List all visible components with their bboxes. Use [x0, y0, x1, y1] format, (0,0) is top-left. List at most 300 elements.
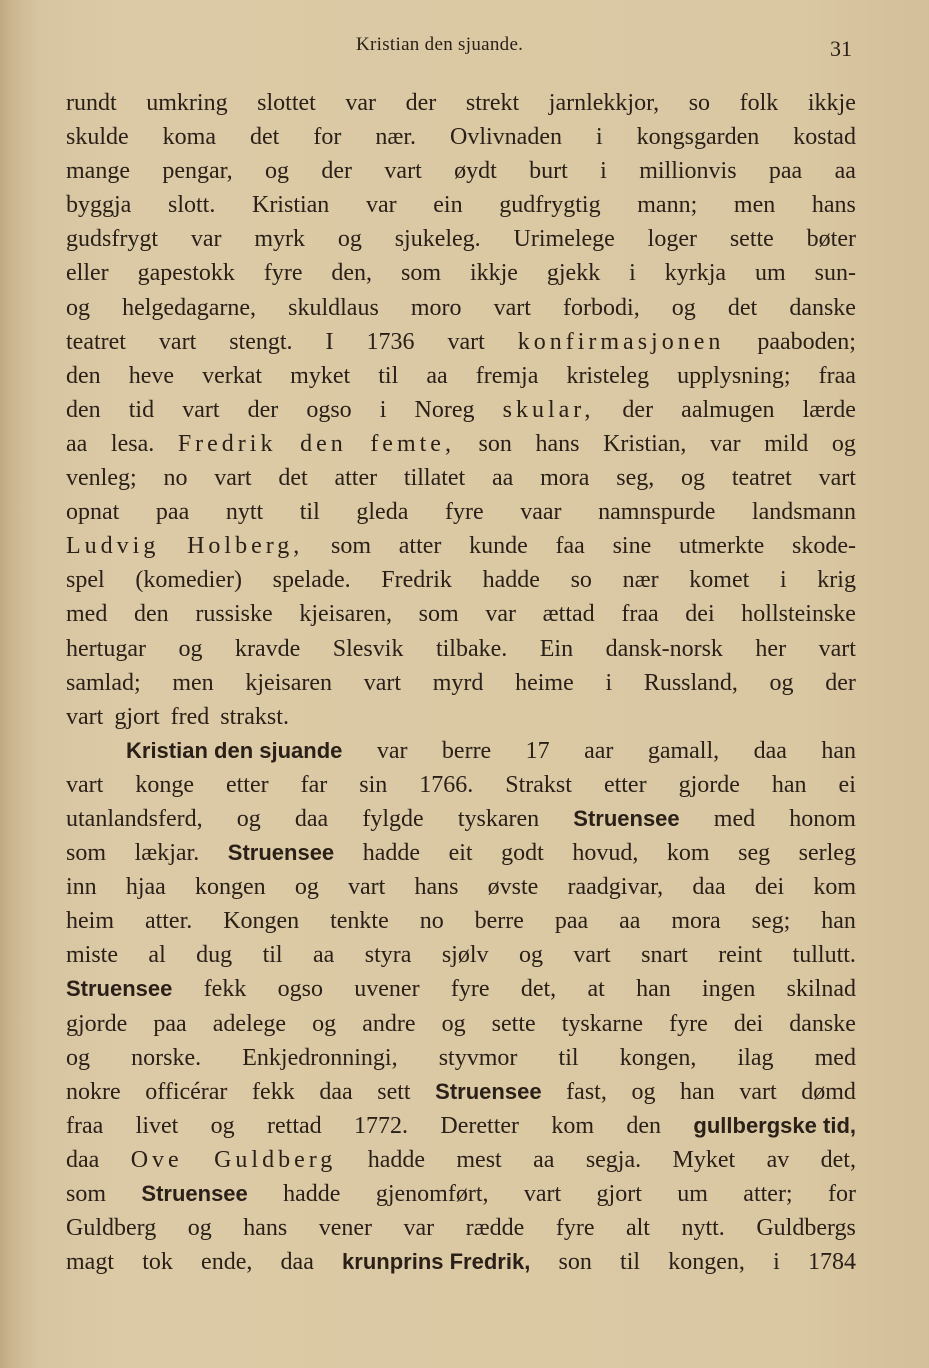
word: vart — [384, 158, 422, 185]
word: slott. — [167, 192, 216, 219]
word: fraa — [621, 601, 659, 628]
word: konfirmasjonen — [517, 328, 725, 355]
word: aa — [492, 465, 514, 492]
word: for — [313, 124, 342, 151]
word: kom — [551, 1112, 595, 1139]
text-line — [66, 158, 856, 192]
text-line — [66, 942, 856, 976]
text-line — [66, 908, 856, 942]
word: til — [378, 362, 399, 389]
word: rettad — [267, 1112, 322, 1139]
word: gjenomført, — [375, 1181, 489, 1207]
word: atter. — [144, 908, 193, 935]
text-line — [66, 397, 856, 431]
word: ikkje — [469, 260, 518, 287]
word: al — [148, 942, 166, 969]
word: paaboden; — [757, 328, 856, 355]
text-line — [66, 465, 856, 499]
word: fekk — [203, 976, 247, 1003]
word: moro — [410, 294, 462, 321]
word: serleg — [798, 840, 856, 867]
word: utmerkte — [678, 533, 765, 560]
word: han — [636, 976, 671, 1003]
word: fyre — [450, 976, 490, 1003]
word: den — [66, 362, 101, 389]
word: norske. — [131, 1044, 202, 1071]
word: og — [681, 465, 706, 492]
word: millionvis — [639, 158, 737, 185]
word: myket — [290, 362, 351, 389]
page-number: 31 — [830, 36, 852, 61]
word: Myket — [672, 1146, 736, 1173]
word: femte, — [370, 430, 455, 457]
word: Guldberg — [214, 1146, 337, 1173]
word: heime — [515, 669, 574, 696]
word: gjort — [114, 703, 160, 730]
word: dug — [196, 942, 233, 969]
word: komet — [689, 567, 750, 594]
word: son — [558, 1249, 592, 1276]
word: og — [66, 294, 90, 321]
word: nytt — [225, 499, 264, 526]
word: eit — [448, 840, 473, 867]
word: den — [134, 601, 169, 628]
word: sine — [612, 533, 652, 560]
word: til — [620, 1249, 641, 1276]
word: der — [622, 396, 654, 423]
running-head — [66, 34, 856, 64]
word: godt — [501, 840, 544, 867]
word: no — [419, 908, 444, 935]
text-line — [66, 636, 856, 670]
word: dømd — [801, 1078, 856, 1105]
word: gjorde — [66, 1010, 128, 1037]
word: hertugar — [66, 635, 146, 662]
word: mora — [540, 465, 590, 492]
word: russiske — [195, 601, 273, 628]
text-line — [66, 772, 856, 806]
word: kom — [666, 840, 710, 867]
text-line — [66, 1011, 856, 1045]
word: i — [595, 124, 603, 151]
word: venleg; — [66, 465, 137, 492]
word: sette — [491, 1010, 536, 1037]
word: inn — [66, 874, 97, 901]
word: krunprins Fredrik, — [342, 1249, 531, 1275]
word: 17 — [525, 737, 550, 764]
word: der — [321, 158, 353, 185]
word: Ein — [539, 635, 574, 662]
word: til — [558, 1044, 579, 1071]
word: fyre — [444, 499, 484, 526]
word: aa — [533, 1146, 555, 1173]
word: vaar — [520, 499, 562, 526]
word: no — [163, 465, 188, 492]
word: (komedier) — [135, 567, 242, 594]
word: miste — [66, 942, 118, 969]
word: utanlandsferd, — [66, 805, 203, 832]
word: Kristian — [251, 192, 330, 219]
word: vart — [182, 396, 220, 423]
word: uvener — [354, 976, 420, 1003]
word: hadde — [362, 840, 421, 867]
word: det — [250, 124, 280, 151]
text-line — [66, 329, 856, 363]
word: Ove — [130, 1146, 183, 1173]
word: skular, — [502, 396, 595, 423]
word: der — [825, 669, 856, 696]
word: spel — [66, 567, 105, 594]
word: med — [713, 805, 756, 832]
word: daa — [319, 1078, 353, 1105]
word: det — [727, 294, 758, 321]
word: daa — [692, 874, 726, 901]
word: og — [769, 669, 794, 696]
word: mann; — [637, 192, 698, 219]
word: teatret — [66, 328, 126, 355]
word: opnat — [66, 499, 120, 526]
word: og — [178, 635, 203, 662]
text-line — [66, 704, 856, 738]
word: Fredrik — [177, 430, 277, 457]
word: sett — [377, 1078, 411, 1105]
word: og — [210, 1112, 235, 1139]
word: fekk — [252, 1078, 295, 1105]
word: at — [587, 976, 605, 1003]
word: som — [401, 260, 442, 287]
word: var — [345, 90, 377, 116]
word: vart — [66, 771, 104, 798]
word: hans — [811, 192, 856, 219]
word: tilbake. — [435, 635, 508, 662]
text-line — [66, 840, 856, 874]
word: i — [379, 396, 387, 423]
word: tid — [128, 396, 155, 423]
word: kjeisaren, — [299, 601, 392, 628]
word: nytt. — [681, 1215, 725, 1242]
word: Guldberg — [66, 1215, 157, 1242]
word: hadde — [283, 1181, 341, 1207]
word: var — [190, 226, 222, 253]
word: folk — [739, 90, 779, 116]
word: hadde — [367, 1146, 425, 1173]
word: ein — [433, 192, 463, 219]
word: lesa. — [110, 430, 155, 457]
word: hans — [535, 430, 580, 457]
word: hans — [243, 1215, 288, 1242]
word: byggja — [66, 192, 132, 219]
word: Russland, — [643, 669, 738, 696]
word: raadgivar, — [567, 874, 664, 901]
word: helgedagarne, — [122, 294, 257, 321]
word: faa — [555, 533, 585, 560]
word: fyre — [263, 260, 303, 287]
word: reint — [718, 942, 763, 969]
word: officérar — [145, 1078, 228, 1105]
word: so — [570, 567, 592, 594]
running-title: Kristian den sjuande. — [356, 34, 524, 55]
word: fyre — [669, 1010, 708, 1037]
word: stengt. — [229, 328, 293, 355]
word: gapestokk — [137, 260, 235, 287]
word: fraa — [818, 362, 856, 389]
text-line — [66, 295, 856, 329]
body-text — [66, 90, 856, 1283]
word: kyrkja — [664, 260, 727, 287]
word: for — [827, 1181, 856, 1207]
word: myrk — [254, 226, 306, 253]
word: tillatet — [403, 465, 466, 492]
word: Struensee — [141, 1181, 248, 1206]
word: var — [485, 601, 516, 628]
word: gudfrygtig — [499, 192, 601, 219]
word: heve — [128, 362, 175, 389]
word: slottet — [257, 90, 316, 116]
word: fred — [170, 703, 210, 730]
word: og — [265, 158, 290, 185]
text-line — [66, 192, 856, 226]
word: og — [631, 1078, 656, 1105]
text-line — [66, 1147, 856, 1181]
word: som — [418, 601, 459, 628]
word: kongen, — [668, 1249, 745, 1276]
word: vart — [523, 1181, 562, 1207]
word: paa — [554, 908, 589, 935]
text-line — [66, 738, 856, 772]
word: upplysning; — [677, 362, 791, 389]
text-line — [66, 874, 856, 908]
word: men — [172, 669, 214, 696]
word: sjølv — [441, 942, 489, 969]
word: tenkte — [330, 908, 389, 935]
word: mest — [456, 1146, 502, 1173]
word: den — [66, 396, 101, 423]
word: paa — [155, 499, 190, 526]
word: Enkjedronningi, — [242, 1044, 398, 1071]
word: han — [680, 1078, 715, 1105]
word: Ovlivnaden — [450, 124, 562, 151]
text-line — [66, 806, 856, 840]
word: nokre — [66, 1078, 121, 1105]
word: rædde — [465, 1215, 525, 1242]
word: lækjar. — [134, 840, 200, 867]
word: so — [688, 90, 711, 116]
word: dei — [733, 1010, 764, 1037]
word: sjukeleg. — [394, 226, 481, 253]
word: forbodi, — [563, 294, 640, 321]
word: livet — [135, 1112, 179, 1139]
word: i — [773, 1249, 780, 1276]
word: son — [478, 430, 512, 457]
word: spelade. — [272, 567, 351, 594]
word: nær — [622, 567, 659, 594]
word: vener — [318, 1215, 373, 1242]
word: paa — [768, 158, 803, 185]
word: og — [518, 942, 543, 969]
word: med — [66, 601, 108, 628]
word: fraa — [66, 1112, 104, 1139]
text-line — [66, 431, 856, 465]
text-line — [66, 260, 856, 294]
word: øydt — [454, 158, 497, 185]
word: vart — [363, 669, 402, 696]
word: daa — [753, 737, 787, 764]
word: danske — [789, 294, 856, 321]
word: som — [66, 1181, 107, 1207]
word: skuldlaus — [288, 294, 379, 321]
word: vart — [573, 942, 611, 969]
word: Kongen — [223, 908, 300, 935]
word: Holberg, — [187, 533, 304, 560]
word: gullbergske tid, — [693, 1112, 856, 1138]
word: fremja — [475, 362, 539, 389]
word: 1736 — [366, 328, 415, 355]
text-line — [66, 601, 856, 635]
word: gudsfrygt — [66, 226, 158, 253]
word: tyskaren — [457, 805, 540, 832]
word: krig — [817, 567, 856, 594]
word: styvmor — [438, 1044, 518, 1071]
word: det, — [820, 1146, 856, 1173]
word: med — [814, 1044, 856, 1071]
word: vart — [447, 328, 485, 355]
word: Fredrik — [381, 567, 452, 594]
word: konge — [135, 771, 194, 798]
word: aa — [619, 908, 641, 935]
word: aa — [426, 362, 448, 389]
word: strakst. — [220, 703, 289, 730]
word: atter — [398, 533, 442, 560]
word: og — [187, 1215, 212, 1242]
word: dei — [685, 601, 715, 628]
word: kunde — [469, 533, 528, 560]
word: aa — [313, 942, 335, 969]
word: verkat — [202, 362, 263, 389]
word: Struensee — [227, 840, 335, 866]
word: der — [247, 396, 279, 423]
word: øvste — [487, 874, 539, 901]
word: kongen — [195, 874, 266, 901]
word: vart — [493, 294, 531, 321]
word: skulde — [66, 124, 129, 151]
word: far — [300, 771, 328, 798]
word: kristeleg — [566, 362, 650, 389]
word: seg, — [616, 465, 655, 492]
text-line — [66, 1249, 856, 1283]
word: koma — [162, 124, 216, 151]
word: burt — [529, 158, 568, 185]
word: ogso — [306, 396, 352, 423]
word: ende, — [201, 1249, 253, 1276]
text-line — [66, 1045, 856, 1079]
text-line — [66, 226, 856, 260]
word: var — [403, 1215, 435, 1242]
word: snart — [641, 942, 688, 969]
word: vart — [818, 635, 856, 662]
word: gjorde — [678, 771, 740, 798]
text-line — [66, 1181, 856, 1215]
word: alt — [625, 1215, 650, 1242]
word: som — [331, 533, 372, 560]
word: den — [300, 430, 347, 457]
word: samlad; — [66, 669, 141, 696]
word: Strakst — [505, 771, 572, 798]
word: mild — [764, 430, 809, 457]
word: Guldbergs — [756, 1215, 856, 1242]
word: Struensee — [435, 1078, 542, 1104]
word: etter — [603, 771, 647, 798]
word: umkring — [146, 90, 228, 116]
word: ingen — [702, 976, 756, 1003]
word: og — [312, 1010, 337, 1037]
word: hovud, — [572, 840, 639, 867]
word: fyre — [555, 1215, 595, 1242]
word: vart — [66, 703, 104, 730]
word: kom — [813, 874, 856, 901]
word: Urimelege — [513, 226, 615, 253]
word: sin — [359, 771, 388, 798]
word: rundt — [66, 90, 117, 116]
word: til — [262, 942, 283, 969]
word: tullutt. — [792, 942, 856, 969]
word: det — [278, 465, 308, 492]
word: berre — [474, 908, 524, 935]
word: den, — [331, 260, 373, 287]
word: loger — [647, 226, 697, 253]
text-line — [66, 1215, 856, 1249]
word: gjort — [596, 1181, 642, 1207]
word: Noreg — [414, 396, 475, 423]
word: som — [66, 840, 107, 867]
word: Struensee — [573, 805, 680, 831]
word: segja. — [585, 1146, 642, 1173]
word: og — [441, 1010, 466, 1037]
page-edge — [0, 0, 22, 1368]
word: ilag — [737, 1044, 774, 1071]
word: kostad — [793, 124, 856, 151]
word: daa — [66, 1146, 100, 1173]
word: vart — [818, 465, 856, 492]
word: namnspurde — [598, 499, 716, 526]
word: dei — [754, 874, 785, 901]
word: han — [771, 771, 807, 798]
word: ogso — [277, 976, 323, 1003]
word: var — [376, 737, 408, 764]
text-line — [66, 363, 856, 397]
word: og — [236, 805, 261, 832]
word: 1784 — [807, 1249, 856, 1276]
word: den — [626, 1112, 662, 1139]
word: hadde — [482, 567, 540, 594]
word: mange — [66, 158, 130, 185]
word: landsmann — [751, 499, 856, 526]
word: der — [405, 90, 437, 116]
word: Deretter — [440, 1112, 519, 1139]
word: tyskarne — [561, 1010, 644, 1037]
word: Struensee — [66, 976, 173, 1002]
text-line — [66, 124, 856, 158]
word: kjeisaren — [245, 669, 333, 696]
word: gamall, — [647, 737, 720, 764]
word: aa — [834, 158, 856, 185]
word: styra — [364, 942, 412, 969]
word: vart — [214, 465, 252, 492]
word: myrd — [432, 669, 484, 696]
word: men — [733, 192, 776, 219]
word: hollsteinske — [741, 601, 856, 628]
word: ei — [838, 771, 856, 798]
text-line — [66, 670, 856, 704]
